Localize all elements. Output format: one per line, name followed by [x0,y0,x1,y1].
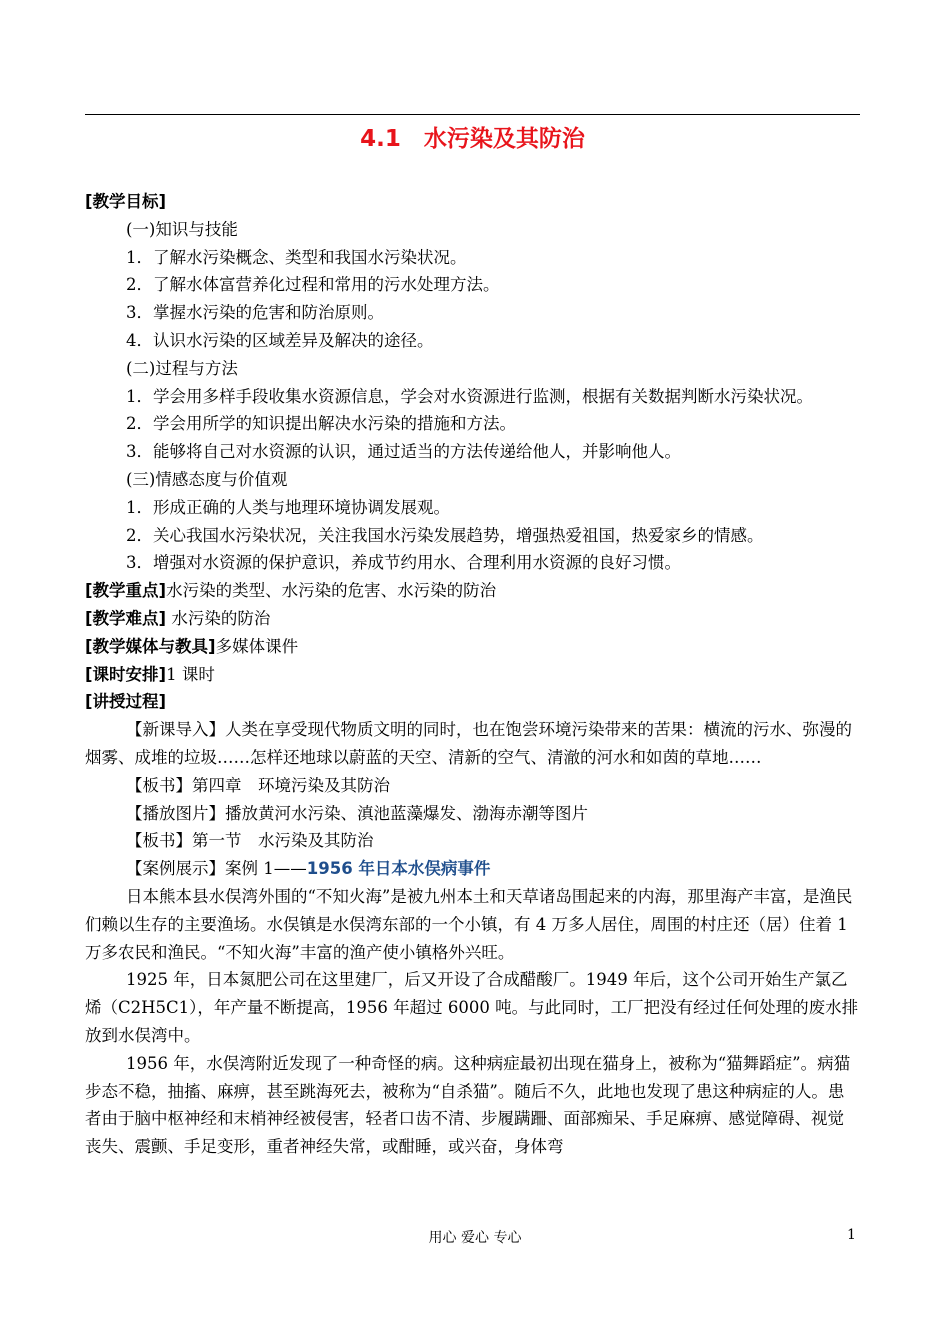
page-number: 1 [847,1227,856,1243]
section-heading: (三)情感态度与价值观 [126,469,288,489]
keypoints-line [85,577,860,605]
list-item: 3．增强对水资源的保护意识，养成节约用水、合理利用水资源的良好习惯。 [126,553,681,573]
list-item: 1．形成正确的人类与地理环境协调发展观。 [126,497,450,517]
document-body [85,188,860,1161]
schedule-label: [课时安排] [85,664,167,684]
paragraph: 日本熊本县水俣湾外围的“不知火海”是被九州本土和天草诸岛围起来的内海，那里海产丰富，是渔民们赖以生存的主要渔场。水俣镇是水俣湾东部的一个小镇，有 4 万多人居住，周围的村庄还（居）住着 1 万多农民和渔民。“不知火海”丰富的渔产使小镇格外兴旺。 [85,886,853,962]
list-item: 2．了解水体富营养化过程和常用的污水处理方法。 [126,275,500,295]
process-heading: [讲授过程] [85,692,167,712]
case-prefix: 【案例展示】案例 1—— [126,859,307,879]
objectives-heading: [教学目标] [85,192,167,211]
list-item: 2．关心我国水污染状况，关注我国水污染发展趋势，增强热爱祖国，热爱家乡的情感。 [126,525,764,545]
list-item: 4．认识水污染的区域差异及解决的途径。 [126,330,434,350]
case-line [85,855,860,883]
schedule-line [85,661,860,689]
keypoints-text: 水污染的类型、水污染的危害、水污染的防治 [166,581,497,601]
paragraph: 1925 年，日本氮肥公司在这里建厂，后又开设了合成醋酸厂。1949 年后，这个公司开始生产氯乙烯（C2H5C1），年产量不断提高，1956 年超过 6000 吨。与此同时，工厂把没有经过任何处理的废水排放到水俣湾中。 [85,970,859,1045]
media-line [85,633,860,661]
case-title: 1956 年日本水俣病事件 [306,859,491,879]
section-heading: (一)知识与技能 [126,219,238,239]
header-rule [85,114,860,115]
footer-slogan: 用心 爱心 专心 [428,1230,522,1246]
board-line: 【板书】第四章 环境污染及其防治 [126,775,390,795]
difficulty-line [85,605,860,633]
page-title: 4.1 水污染及其防治 [360,126,585,152]
difficulty-text: 水污染的防治 [166,608,271,628]
list-item: 1．学会用多样手段收集水资源信息，学会对水资源进行监测，根据有关数据判断水污染状况。 [126,386,813,406]
list-item: 3．掌握水污染的危害和防治原则。 [126,303,384,323]
pictures-line: 【播放图片】播放黄河水污染、滇池蓝藻爆发、渤海赤潮等图片 [126,803,588,823]
section-heading: (二)过程与方法 [126,358,238,378]
difficulty-label: [教学难点] [85,608,167,628]
schedule-text: 1 课时 [166,664,215,684]
media-text: 多媒体课件 [215,636,299,656]
list-item: 2．学会用所学的知识提出解决水污染的措施和方法。 [126,414,516,434]
paragraph: 1956 年，水俣湾附近发现了一种奇怪的病。这种病症最初出现在猫身上，被称为“猫舞蹈症”。病猫步态不稳，抽搐、麻痹，甚至跳海死去，被称为“自杀猫”。随后不久，此地也发现了患这种病症的人。患者由于脑中枢神经和末梢神经被侵害，轻者口齿不清、步履蹒跚、面部痴呆、手足麻痹、感觉障碍、视觉丧失、震颤、手足变形，重者神经失常，或酣睡，或兴奋，身体弯 [85,1053,851,1157]
intro-paragraph: 【新课导入】人类在享受现代物质文明的同时，也在饱尝环境污染带来的苦果：横流的污水、弥漫的烟雾、成堆的垃圾……怎样还地球以蔚蓝的天空、清新的空气、清澈的河水和如茵的草地…… [85,720,852,767]
media-label: [教学媒体与教具] [85,636,216,656]
list-item: 3．能够将自己对水资源的认识，通过适当的方法传递给他人，并影响他人。 [126,442,681,462]
keypoints-label: [教学重点] [85,581,167,601]
board-line: 【板书】第一节 水污染及其防治 [126,831,374,851]
list-item: 1．了解水污染概念、类型和我国水污染状况。 [126,247,467,267]
